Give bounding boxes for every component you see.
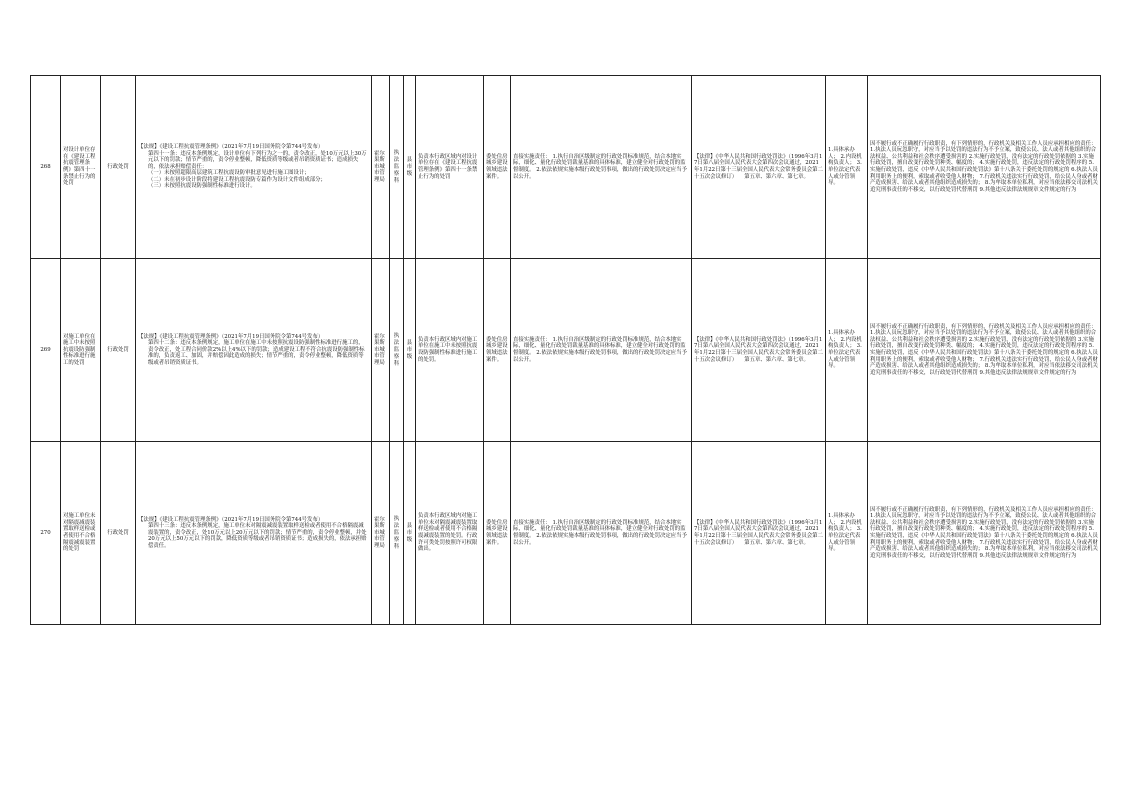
item-type: 行政处罚 (101, 76, 136, 259)
item-type: 行政处罚 (101, 442, 136, 625)
duty-basis: 【法律】《中华人民共和国行政处罚法》（1996年3月17日第八届全国人民代表大会第四次会议通过，2021年1月22日第十三届全国人民代表大会常务委员会第二十五次会议修订） 第五章、第六章、第七章。 (692, 442, 826, 625)
legal-provision (136, 76, 372, 259)
row-number: 268 (31, 76, 61, 259)
implementing-subject: 执法监察科 (393, 515, 400, 550)
law-body: 第四十一条：违反本条例规定，设计单位有下列行为之一的，责令改正，处10万元以上30万元以下的罚款；情节严重的，责令停业整顿，降低资质等级或者吊销资质证书；造成损失的，依法承担赔偿责任： (148, 150, 367, 170)
item-name: 对施工单位在施工中未按照抗震设防强制性标准进行施工的处罚 (61, 259, 101, 442)
accountability-clauses: 因不履行或不正确履行行政职责，有下列情形的，行政机关及相关工作人员应承担相应的责任： 1.执法人员玩忽职守，对应当予以处罚的违法行为不予立案，致使公民、法人或者其他组织的合法权益、公共利益和社会秩序遭受损害的 2.实施行政处罚，没有法定的行政处罚依据的 3.实施行政处罚，擅自改变行政处罚种类、幅度的； 4.实施行政处罚，违反法定的行政处罚程序的 5.实施行政处罚，违反《中华人民共和国行政处罚法》第十八条关于委托处罚的规定的 6.执法人员利用职务上的便利，索取或者收受他人财物； 7.行政机关违法实行行政处罚，给公民人身或者财产造成损害、给法人或者其他组织造成损失的； 8.为牟取本单位私利，对应当依法移交司法机关追究刑事责任的不移交，以行政处罚代替刑罚 9.其他违反法律法规规章文件规定的行为 (868, 442, 1101, 625)
accountability-clauses: 因不履行或不正确履行行政职责，有下列情形的，行政机关及相关工作人员应承担相应的责任： 1.执法人员玩忽职守，对应当予以处罚的违法行为不予立案，致使公民、法人或者其他组织的合法权益、公共利益和社会秩序遭受损害的 2.实施行政处罚，没有法定的行政处罚依据的 3.实施行政处罚，擅自改变行政处罚种类、幅度的； 4.实施行政处罚，违反法定的行政处罚程序的 5.实施行政处罚，违反《中华人民共和国行政处罚法》第十八条关于委托处罚的规定的 6.执法人员利用职务上的便利，索取或者收受他人财物； 7.行政机关违法实行行政处罚，给公民人身或者财产造成损害、给法人或者其他组织造成损失的； 8.为牟取本单位私利，对应当依法移交司法机关追究刑事责任的不移交，以行政处罚代替刑罚 9.其他违反法律法规规章文件规定的行为 (868, 259, 1101, 442)
law-item: （一）未按照超限高层建筑工程抗震设防审批意见进行施工图设计； (148, 170, 310, 177)
administrative-level: 县市级 (406, 339, 413, 360)
department: 霍尔果斯市城市管理局 (372, 259, 390, 442)
item-name: 对设计单位存在《建设工程抗震管理条例》第四十一条禁止行为的处罚 (61, 76, 101, 259)
responsible-subjects: 1.具体承办人； 2.内设机构负责人； 3.单位法定代表人或分管领导。 (826, 442, 868, 625)
law-body: 第四十三条：违反本条例规定，施工单位未对隔震减震装置取样送检或者使用不合格隔震减震装置的，责令改正，处10万元以上20万元以下的罚款；情节严重的，责令停业整顿，并处20万元以上50万元以下的罚款，降低资质等级或者吊销资质证书；造成损失的，依法承担赔偿责任。 (148, 523, 367, 549)
implementing-subject: 执法监察科 (393, 332, 400, 367)
law-title: 【法规】《建设工程抗震管理条例》（2021年7月19日国务院令第744号发布） (138, 516, 324, 523)
department: 霍尔果斯市城市管理局 (372, 442, 390, 625)
primary-duty: 负责本行政区域内对施工单位在施工中未按照抗震设防强制性标准进行施工的处罚。 (416, 259, 484, 442)
item-name: 对施工单位未对隔震减震装置取样送检或者使用不合格隔震减震装置的处罚 (61, 442, 101, 625)
law-item: （三）未按照抗震设防强制性标准进行设计。 (148, 183, 256, 190)
law-item: （二）未在初步设计阶段将建设工程抗震设防专篇作为设计文件组成部分； (148, 176, 326, 183)
implementation-duty: 直接实施责任： 1.执行自治区级制定的行政处罚标准规范，结合本地实际，细化、量化行政处罚裁量基准的具体标准，建立健全对行政处罚的监督制度。 2.依法依规实施本级行政处罚事项，做出的行政处罚决定应当予以公开。 (511, 442, 692, 625)
administrative-level: 县市级 (406, 156, 413, 177)
department-duty: 委处住房城乡建设领域违法案件。 (484, 442, 511, 625)
department-duty: 委处住房城乡建设领域违法案件。 (484, 259, 511, 442)
law-title: 【法规】《建设工程抗震管理条例》（2021年7月19日国务院令第744号发布） (138, 333, 324, 340)
row-number: 270 (31, 442, 61, 625)
item-type: 行政处罚 (101, 259, 136, 442)
responsible-subjects: 1.具体承办人； 2.内设机构负责人； 3.单位法定代表人或分管领导。 (826, 259, 868, 442)
implementation-duty: 直接实施责任： 1.执行自治区级制定的行政处罚标准规范，结合本地实际，细化、量化行政处罚裁量基准的具体标准，建立健全对行政处罚的监督制度。 2.依法依规实施本级行政处罚事项，做出的行政处罚决定应当予以公开。 (511, 259, 692, 442)
legal-provision (136, 259, 372, 442)
primary-duty: 负责本行政区域内对设计单位存在《建设工程抗震管理条例》第四十一条禁止行为的处罚 (416, 76, 484, 259)
duty-basis: 【法律】《中华人民共和国行政处罚法》（1996年3月17日第八届全国人民代表大会第四次会议通过，2021年1月22日第十三届全国人民代表大会常务委员会第二十五次会议修订） 第五章、第六章、第七章。 (692, 259, 826, 442)
accountability-clauses: 因不履行或不正确履行行政职责，有下列情形的，行政机关及相关工作人员应承担相应的责任： 1.执法人员玩忽职守，对应当予以处罚的违法行为不予立案，致使公民、法人或者其他组织的合法权益、公共利益和社会秩序遭受损害的 2.实施行政处罚，没有法定的行政处罚依据的 3.实施行政处罚，擅自改变行政处罚种类、幅度的； 4.实施行政处罚，违反法定的行政处罚程序的 5.实施行政处罚，违反《中华人民共和国行政处罚法》第十八条关于委托处罚的规定的 6.执法人员利用职务上的便利，索取或者收受他人财物； 7.行政机关违法实行行政处罚，给公民人身或者财产造成损害、给法人或者其他组织造成损失的； 8.为牟取本单位私利，对应当依法移交司法机关追究刑事责任的不移交，以行政处罚代替刑罚 9.其他违反法律法规规章文件规定的行为 (868, 76, 1101, 259)
table-row (31, 259, 1101, 442)
implementation-duty: 直接实施责任： 1.执行自治区级制定的行政处罚标准规范，结合本地实际，细化、量化行政处罚裁量基准的具体标准，建立健全对行政处罚的监督制度。 2.依法依规实施本级行政处罚事项，做出的行政处罚决定应当予以公开。 (511, 76, 692, 259)
duty-basis: 【法律】《中华人民共和国行政处罚法》（1996年3月17日第八届全国人民代表大会第四次会议通过，2021年1月22日第十三届全国人民代表大会常务委员会第二十五次会议修订） 第五章、第六章、第七章。 (692, 76, 826, 259)
implementing-subject: 执法监察科 (393, 149, 400, 184)
duty-list-table (30, 75, 1101, 625)
administrative-level: 县市级 (406, 522, 413, 543)
law-body: 第四十二条：违反本条例规定，施工单位在施工中未按照抗震设防强制性标准进行施工的，责令改正，处工程合同价款2%以上4%以下的罚款；造成建设工程不符合抗震设防强制性标准的，负责返工、加固，并赔偿因此造成的损失；情节严重的，责令停业整顿，降低资质等级或者吊销资质证书。 (148, 340, 365, 366)
table-row (31, 442, 1101, 625)
table-row (31, 76, 1101, 259)
department-duty: 委处住房城乡建设领域违法案件。 (484, 76, 511, 259)
legal-provision (136, 442, 372, 625)
responsible-subjects: 1.具体承办人； 2.内设机构负责人； 3.单位法定代表人或分管领导。 (826, 76, 868, 259)
department: 霍尔果斯市城市管理局 (372, 76, 390, 259)
law-title: 【法规】《建设工程抗震管理条例》（2021年7月19日国务院令第744号发布） (138, 143, 324, 150)
row-number: 269 (31, 259, 61, 442)
primary-duty: 负责本行政区域内对施工单位未对隔震减震装置取样送检或者使用不合格隔震减震装置的处罚。行政许可类处罚按照许可权限做出。 (416, 442, 484, 625)
